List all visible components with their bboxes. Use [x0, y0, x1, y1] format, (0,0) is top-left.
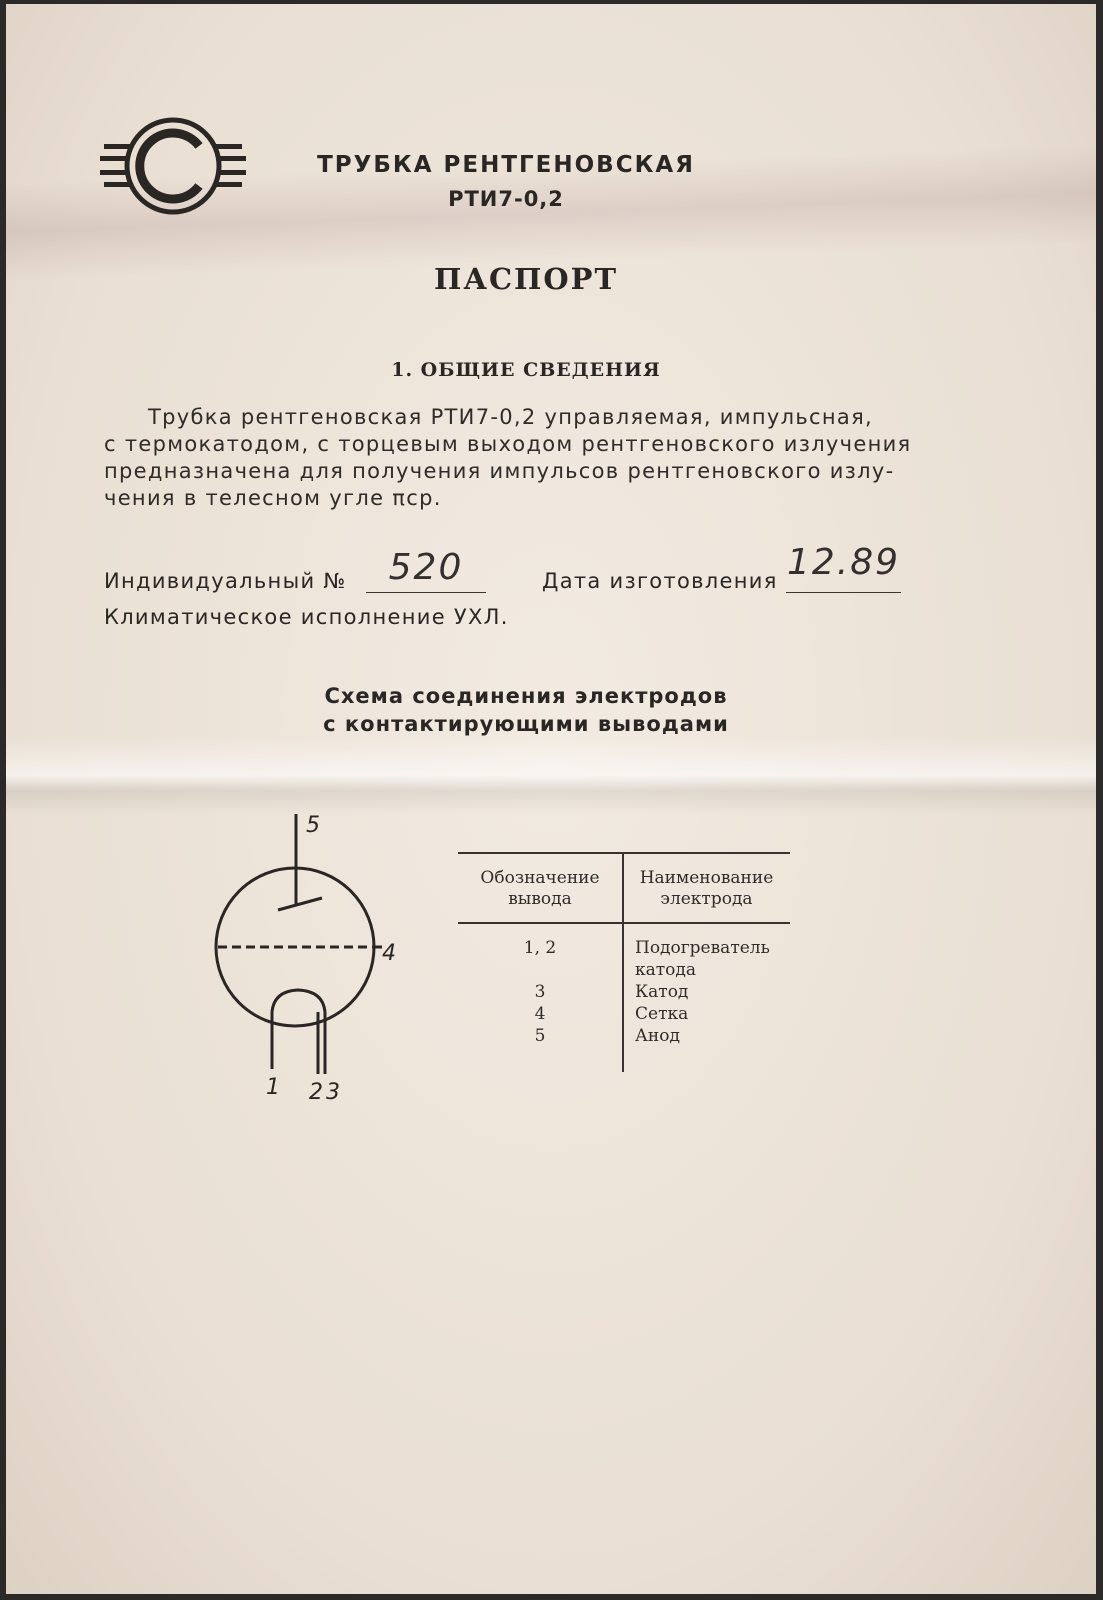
cathode-filament — [272, 990, 325, 1012]
pin-label: 1 — [266, 1075, 280, 1100]
electrode-cell: катода — [635, 960, 697, 980]
pin-label: 5 — [306, 813, 320, 838]
anode-plate — [278, 898, 322, 910]
scheme-subtitle: с контактирующими выводами — [323, 712, 729, 736]
col2-header — [623, 868, 790, 910]
paragraph-line: с термокатодом, с торцевым выходом рентгеновского излучения — [104, 432, 912, 456]
pin-label: 3 — [326, 1080, 340, 1105]
electrode-cell: Анод — [635, 1026, 680, 1046]
passport-page — [6, 4, 1096, 1594]
col2-header-line: Наименование — [639, 868, 774, 888]
electrode-cell: Катод — [635, 982, 689, 1002]
section-heading: 1. ОБЩИЕ СВЕДЕНИЯ — [391, 359, 661, 381]
electrode-cell: Сетка — [635, 1004, 689, 1024]
paragraph-line: чения в телесном угле πср. — [104, 486, 442, 510]
product-model: РТИ7-0,2 — [448, 187, 564, 211]
electrode-schematic — [196, 804, 436, 1124]
table-header-rule — [458, 922, 790, 924]
manufacture-date-label: Дата изготовления — [542, 569, 778, 593]
scheme-title: Схема соединения электродов — [324, 684, 728, 708]
pin-table — [458, 852, 790, 1072]
pin-cell: 5 — [534, 1026, 546, 1046]
individual-number-field — [366, 544, 486, 593]
manufacture-date-value: 12.89 — [786, 542, 901, 583]
col1-header-line: вывода — [508, 889, 572, 909]
col1-header — [458, 868, 622, 910]
manufacturer-logo-icon — [98, 116, 248, 216]
pin-cell: 4 — [534, 1004, 546, 1024]
climate-version: Климатическое исполнение УХЛ. — [104, 605, 509, 629]
pin-label: 2 — [309, 1080, 323, 1105]
pin-cell: 1, 2 — [523, 938, 557, 958]
individual-number-label: Индивидуальный № — [104, 569, 347, 593]
manufacture-date-field — [786, 539, 901, 593]
document-type-heading: ПАСПОРТ — [433, 262, 619, 296]
paragraph-line: Трубка рентгеновская РТИ7-0,2 управляемая, импульсная, — [148, 405, 874, 429]
pin-cell: 3 — [534, 982, 546, 1002]
pin-label: 4 — [382, 941, 396, 966]
col1-header-line: Обозначение — [480, 868, 600, 888]
table-top-rule — [458, 852, 790, 854]
paragraph-line: предназначена для получения импульсов рентгеновского излу- — [104, 459, 895, 483]
electrode-cell: Подогреватель — [635, 938, 770, 958]
individual-number-value: 520 — [388, 547, 464, 588]
product-title: ТРУБКА РЕНТГЕНОВСКАЯ — [317, 152, 695, 178]
col2-header-line: электрода — [660, 889, 753, 909]
